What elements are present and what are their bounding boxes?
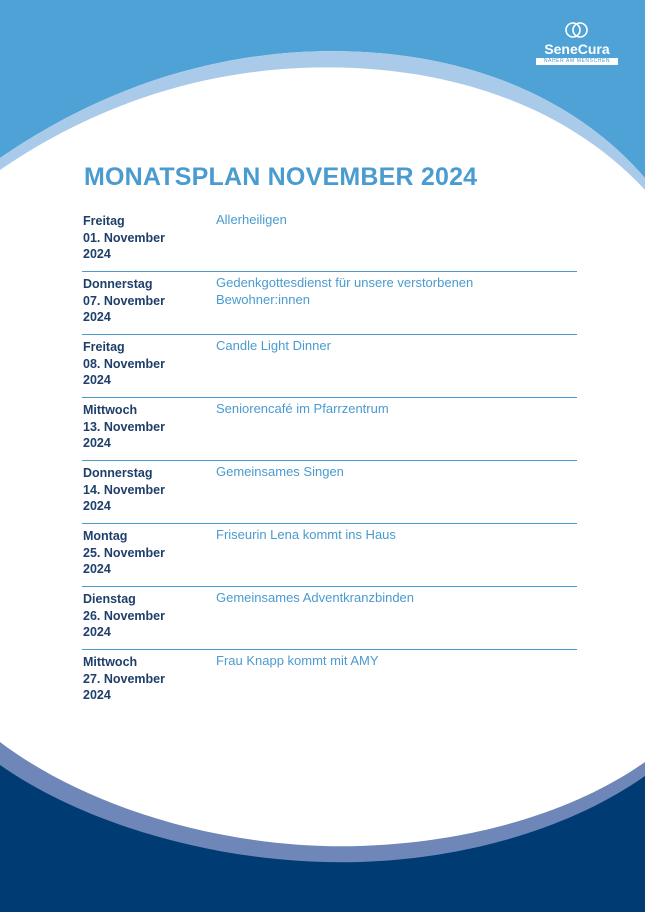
event-year: 2024 [83,562,111,576]
logo-tagline: NÄHER AM MENSCHEN [536,58,618,65]
logo-wordmark: SeneCura [544,41,610,57]
event-day: 14. November [83,482,165,497]
event-day: 01. November [83,230,165,245]
event-date [83,591,213,641]
event-year: 2024 [83,625,111,639]
event-year: 2024 [83,499,111,513]
event-row [82,335,577,398]
event-date [83,339,213,389]
event-weekday: Donnerstag [83,466,153,480]
event-year: 2024 [83,310,111,324]
event-date [83,528,213,578]
event-year: 2024 [83,373,111,387]
event-day: 13. November [83,419,165,434]
event-row [82,209,577,272]
event-date [83,213,213,263]
event-row [82,524,577,587]
event-date [83,465,213,515]
event-description: Candle Light Dinner [216,338,331,353]
event-year: 2024 [83,247,111,261]
event-description: Frau Knapp kommt mit AMY [216,653,379,668]
event-day: 25. November [83,545,165,560]
event-weekday: Mittwoch [83,403,138,417]
event-year: 2024 [83,688,111,702]
event-day: 27. November [83,671,165,686]
bottom-navy-band [0,765,645,912]
event-description: Gedenkgottesdienst für unsere verstorbenen Bewohner:innen [216,275,474,307]
event-schedule [82,209,577,712]
event-row [82,587,577,650]
event-weekday: Dienstag [83,592,136,606]
event-date [83,276,213,326]
event-description: Gemeinsames Adventkranzbinden [216,590,415,605]
event-day: 08. November [83,356,165,371]
event-day: 07. November [83,293,165,308]
page-title: MONATSPLAN NOVEMBER 2024 [84,163,478,191]
event-weekday: Donnerstag [83,277,153,291]
event-day: 26. November [83,608,165,623]
senecura-swirl-icon [564,20,590,40]
event-weekday: Freitag [83,340,125,354]
event-weekday: Montag [83,529,128,543]
event-weekday: Mittwoch [83,655,138,669]
event-row [82,461,577,524]
event-date [83,402,213,452]
event-description: Gemeinsames Singen [216,464,344,479]
event-date [83,654,213,704]
event-description: Friseurin Lena kommt ins Haus [216,527,396,542]
event-description: Seniorencafé im Pfarrzentrum [216,401,389,416]
event-year: 2024 [83,436,111,450]
senecura-logo [536,20,618,65]
event-row [82,398,577,461]
event-row [82,272,577,335]
event-description: Allerheiligen [216,212,287,227]
event-weekday: Freitag [83,214,125,228]
event-row [82,650,577,712]
